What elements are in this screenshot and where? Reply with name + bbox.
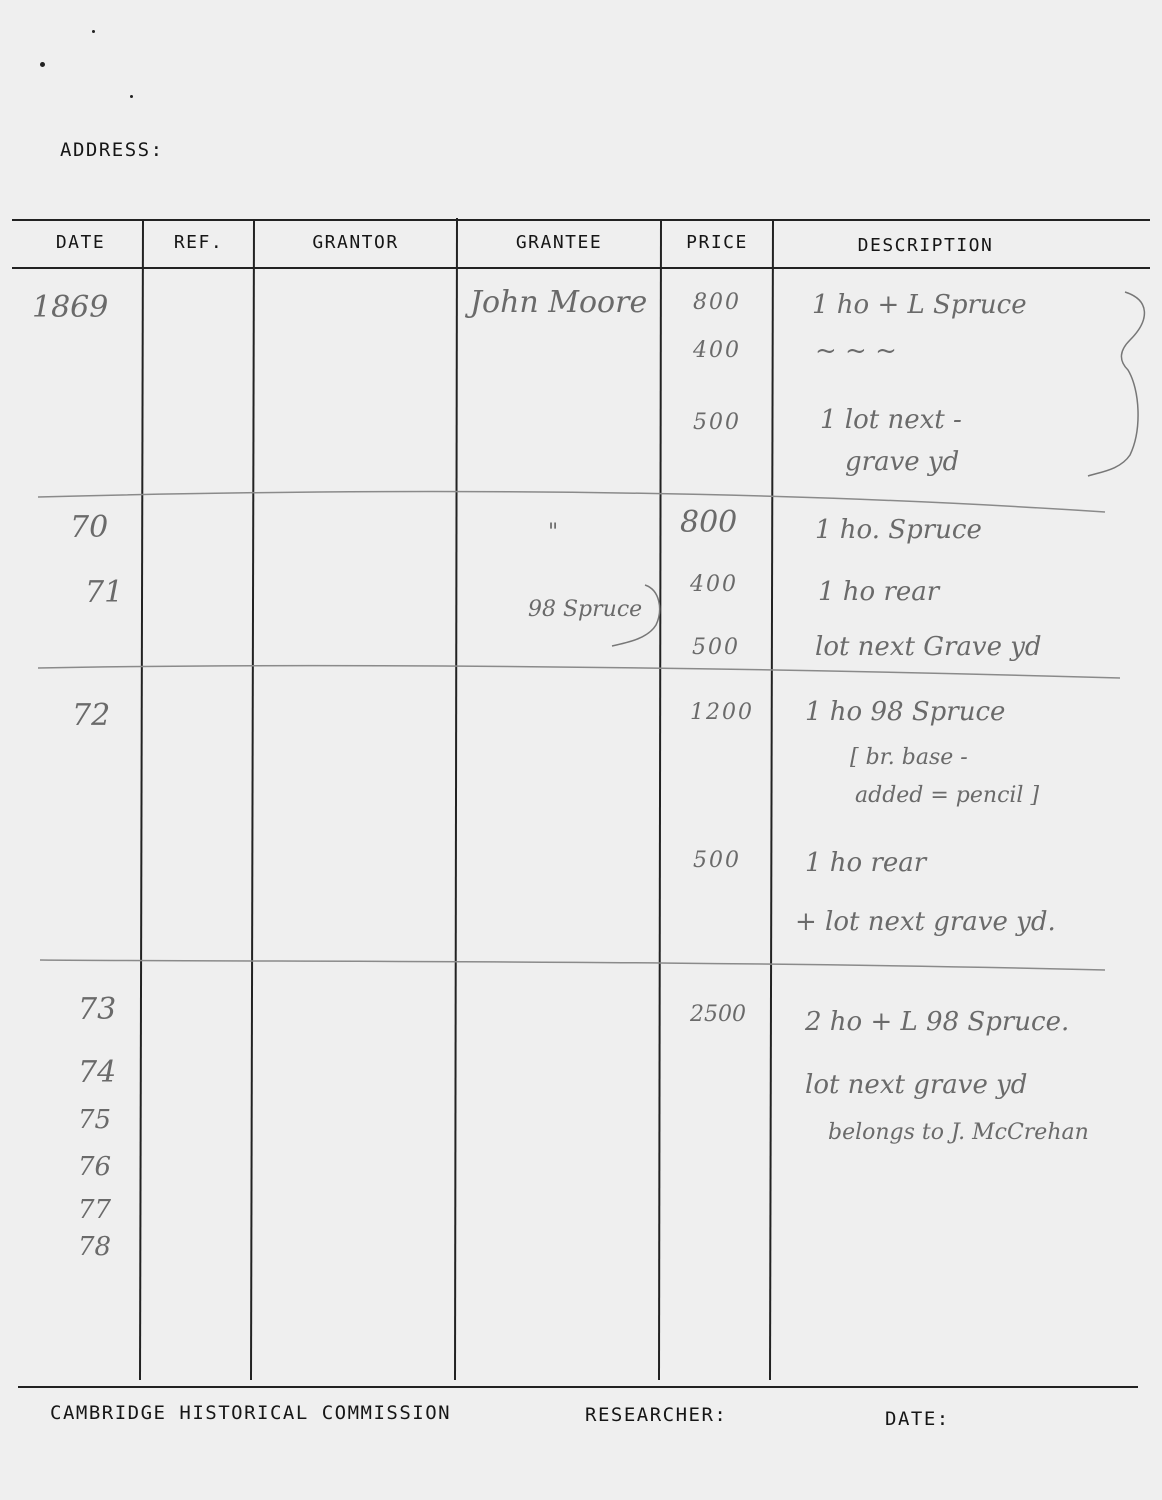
entry-description: 1 ho 98 Spruce <box>805 697 1006 727</box>
entry-date: 71 <box>85 575 124 610</box>
entry-price: 500 <box>692 635 740 660</box>
header-price: PRICE <box>686 232 748 253</box>
entry-date: 72 <box>72 698 111 733</box>
entry-description: 1 ho + L Spruce <box>812 290 1027 320</box>
entry-price: 2500 <box>690 1002 746 1027</box>
entry-date: 1869 <box>32 290 109 325</box>
entry-description: 2 ho + L 98 Spruce. <box>805 1007 1070 1037</box>
entry-description-cont: belongs to J. McCrehan <box>828 1120 1089 1145</box>
entry-description: 1 ho rear <box>805 848 927 878</box>
entry-price: 400 <box>690 572 738 597</box>
entry-date: 75 <box>78 1105 112 1135</box>
entry-date: 74 <box>78 1055 117 1090</box>
entry-grantee: " <box>548 520 559 545</box>
footer-date-label: DATE: <box>885 1408 950 1430</box>
entry-description-cont: added = pencil ] <box>855 783 1040 808</box>
entry-description-cont: + lot next grave yd. <box>795 907 1056 937</box>
entry-price: 500 <box>693 410 741 435</box>
entry-date: 77 <box>78 1195 112 1225</box>
entry-description: ~ ~ ~ <box>815 336 897 366</box>
entry-price: 800 <box>693 290 741 315</box>
entry-grantee: John Moore <box>470 285 648 320</box>
header-grantee: GRANTEE <box>515 232 603 253</box>
entry-description: 1 ho. Spruce <box>815 515 982 545</box>
entry-description: 1 lot next - <box>820 405 962 435</box>
header-description: DESCRIPTION <box>857 235 994 256</box>
entry-description-cont: grave yd <box>845 447 960 477</box>
entry-date: 73 <box>78 992 117 1027</box>
header-ref: REF. <box>173 232 224 253</box>
entry-description: 1 ho rear <box>818 577 940 607</box>
commission-name: CAMBRIDGE HISTORICAL COMMISSION <box>50 1402 452 1424</box>
entry-price: 1200 <box>690 700 754 725</box>
header-grantor: GRANTOR <box>312 232 399 253</box>
entry-description: lot next grave yd <box>805 1070 1028 1100</box>
entry-description-cont: [ br. base - <box>850 745 968 770</box>
entry-date: 78 <box>78 1232 112 1262</box>
entry-price: 400 <box>693 338 741 363</box>
address-label: ADDRESS: <box>60 139 164 161</box>
entry-description: lot next Grave yd <box>815 632 1042 662</box>
entry-grantee: 98 Spruce <box>528 597 643 622</box>
researcher-label: RESEARCHER: <box>585 1404 728 1426</box>
entry-date: 76 <box>78 1152 112 1182</box>
entry-price: 800 <box>680 505 738 540</box>
entry-date: 70 <box>70 510 109 545</box>
entry-price: 500 <box>693 848 741 873</box>
header-date: DATE <box>55 232 106 253</box>
